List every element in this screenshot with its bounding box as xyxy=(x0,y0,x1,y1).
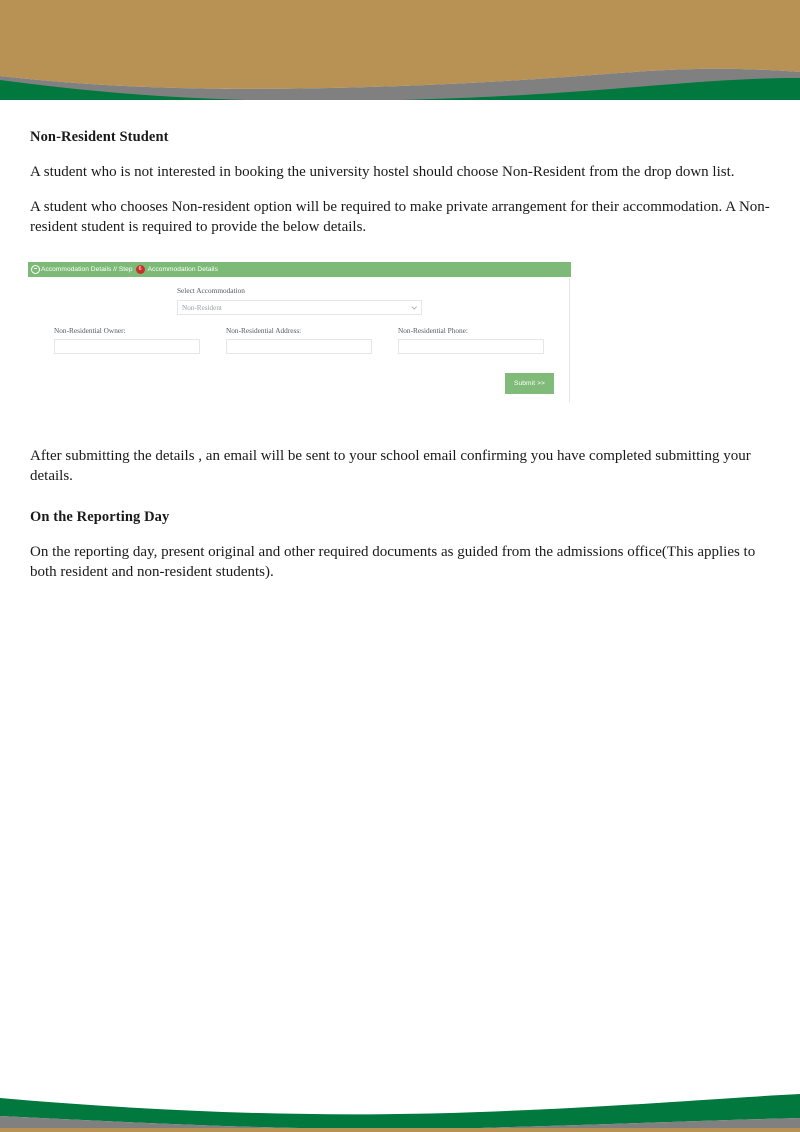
paragraph-intro: A student who is not interested in booking the university hostel should choose Non-Resident from the drop down list. xyxy=(30,164,735,181)
breadcrumb: Accommodation Details // Step xyxy=(41,266,133,273)
non-residential-phone-input[interactable] xyxy=(398,339,544,354)
non-residential-address-input[interactable] xyxy=(226,339,372,354)
page-footer-banner xyxy=(0,1060,800,1132)
paragraph-requirements: A student who chooses Non-resident option will be required to make private arrangement for their accommodation. A Non-resident student is required to provide the below details. xyxy=(30,199,770,236)
step-number-badge: 6 xyxy=(136,265,145,274)
form-section-title: Accommodation Details xyxy=(147,266,218,273)
select-accommodation-value: Non-Resident xyxy=(182,303,222,312)
document-content-lower xyxy=(30,446,770,597)
info-circle-icon xyxy=(31,265,40,274)
document-content xyxy=(30,128,770,250)
banner-gray-band xyxy=(0,69,800,100)
footer-green-band xyxy=(0,1094,800,1129)
banner-green-band xyxy=(0,78,800,100)
field-non-residential-address xyxy=(226,326,372,354)
form-panel-divider xyxy=(569,278,570,402)
paragraph-reporting-day: On the reporting day, present original and other required documents as guided from the admissions office(This applies to both resident and non-resident students). xyxy=(30,544,756,581)
chevron-down-icon xyxy=(412,305,417,310)
submit-button[interactable]: Submit >> xyxy=(505,373,554,394)
select-accommodation-label: Select Accommodation xyxy=(177,286,245,295)
field-non-residential-phone xyxy=(398,326,544,354)
field-label: Non-Residential Phone: xyxy=(398,326,468,335)
page-header-banner xyxy=(0,0,800,100)
field-label: Non-Residential Address: xyxy=(226,326,302,335)
select-accommodation-dropdown[interactable] xyxy=(177,300,422,315)
field-non-residential-owner xyxy=(54,326,200,354)
footer-tan-band xyxy=(0,1128,800,1132)
non-residential-owner-input[interactable] xyxy=(54,339,200,354)
form-section-header xyxy=(28,262,571,277)
field-label: Non-Residential Owner: xyxy=(54,326,126,335)
banner-tan-band xyxy=(0,0,800,89)
banner-green-band-a xyxy=(0,87,800,100)
section-title-reporting-day: On the Reporting Day xyxy=(30,509,170,525)
paragraph-confirmation: After submitting the details , an email will be sent to your school email confirming you have completed submitting your details. xyxy=(30,448,751,484)
page-title: Non-Resident Student xyxy=(30,129,169,145)
footer-gray-band xyxy=(0,1116,800,1129)
